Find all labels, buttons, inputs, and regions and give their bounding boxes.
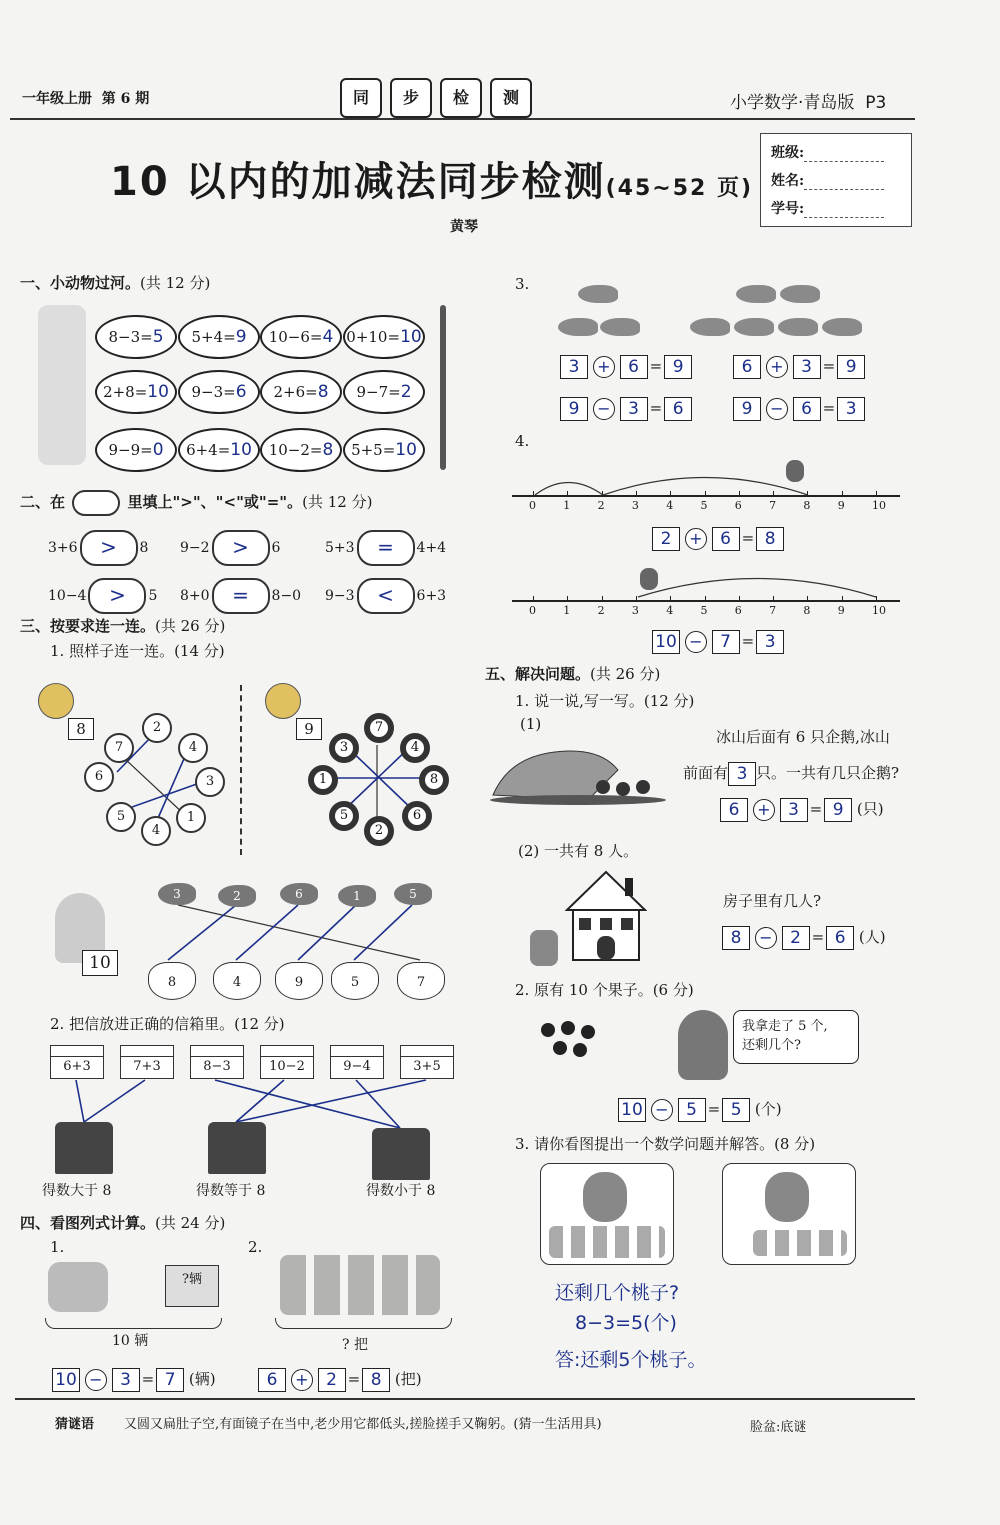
tick-label: 1 — [563, 499, 571, 512]
fishbowl-icon: 4 — [213, 962, 261, 1000]
flower-icon: 2 — [142, 713, 172, 743]
answer-box: 3 — [728, 762, 756, 786]
tick-label: 8 — [803, 499, 811, 512]
banner-char: 检 — [440, 78, 482, 118]
class-label: 班级: — [771, 145, 805, 161]
section-title-text: 三、按要求连一连。 — [20, 617, 156, 635]
text: 前面有 — [683, 764, 729, 782]
cloud-answer: > — [88, 578, 146, 614]
section-points: (共 26 分) — [155, 617, 226, 635]
expression: 8−3= — [108, 328, 153, 346]
section-points: (共 24 分) — [155, 1214, 226, 1232]
cars-illustration — [48, 1262, 108, 1312]
answer-box: 6 — [620, 355, 648, 379]
section-points: (共 26 分) — [590, 665, 661, 683]
operator-circle: − — [651, 1099, 673, 1121]
fruits-illustration — [540, 1020, 610, 1060]
handwritten-answer: 9 — [235, 327, 247, 347]
hedgehog-illustration — [678, 1010, 728, 1080]
riddle-label: 猜谜语 — [55, 1417, 95, 1432]
brace — [275, 1318, 452, 1329]
mailbox-icon — [208, 1122, 266, 1174]
tick-mark — [636, 596, 637, 602]
expression: 9−9= — [108, 441, 153, 459]
tick-mark — [773, 491, 774, 497]
answer-box: 3 — [112, 1368, 140, 1392]
banner-char: 测 — [490, 78, 532, 118]
fishbowl-icon: 8 — [148, 962, 196, 1000]
answer-box: 10 — [618, 1098, 646, 1122]
q4-2-label: 2. — [248, 1238, 263, 1256]
banner-char: 同 — [340, 78, 382, 118]
cloud-answer: > — [212, 530, 270, 566]
mailbox-label: 得数大于 8 — [42, 1183, 112, 1199]
section-title-text: 四、看图列式计算。 — [20, 1214, 156, 1232]
tick-mark — [876, 596, 877, 602]
section-points: (共 12 分) — [140, 274, 211, 292]
jump-arc — [535, 483, 603, 496]
line — [168, 905, 236, 960]
equation-5-1-1: 6 + 3 = 9 (只) — [720, 798, 884, 822]
answer-box: 6 — [826, 926, 854, 950]
answer-box: 3 — [837, 397, 865, 421]
tick-label: 7 — [769, 499, 777, 512]
tick-mark — [739, 596, 740, 602]
handwritten-equation: 8−3=5(个) — [575, 1312, 677, 1334]
dolphin-icon — [778, 318, 818, 336]
cloud-answer: > — [80, 530, 138, 566]
tick-label: 2 — [597, 499, 605, 512]
tick-label: 5 — [700, 499, 708, 512]
answer-box: 3 — [756, 630, 784, 654]
answer-box: 7 — [712, 630, 740, 654]
expression: 5+5= — [351, 441, 396, 459]
tick-label: 0 — [529, 604, 536, 617]
answer-box: 10 — [52, 1368, 80, 1392]
answer-box: 2 — [652, 527, 680, 551]
tick-label: 9 — [837, 604, 845, 617]
peaches-illustration — [549, 1226, 665, 1258]
equation-numberline-2: 10 − 7 = 3 — [652, 630, 784, 654]
footer-divider — [15, 1398, 915, 1400]
envelope-icon: 7+3 — [120, 1045, 174, 1079]
tick-label: 1 — [563, 604, 571, 617]
tick-mark — [705, 596, 706, 602]
left-expression: 9−2 — [180, 540, 210, 556]
cloud-answer: = — [212, 578, 270, 614]
envelope-icon: 9−4 — [330, 1045, 384, 1079]
garage-box: ?辆 — [165, 1265, 219, 1307]
flower-number: 7 — [370, 719, 388, 737]
flower-icon — [364, 713, 394, 743]
operator-circle: − — [766, 398, 788, 420]
q3-label: 3. — [515, 275, 530, 293]
handwritten-answer: 6 — [235, 382, 247, 402]
dolphin-icon — [558, 318, 598, 336]
flower-icon: 1 — [176, 803, 206, 833]
section-title-text: 里填上">"、"<"或"="。 — [127, 493, 303, 511]
unit: (辆) — [188, 1370, 216, 1388]
answer-box: 6 — [712, 527, 740, 551]
answer-box: 9 — [733, 397, 761, 421]
flower-number: 6 — [408, 807, 426, 825]
peaches-illustration — [753, 1230, 847, 1256]
mailbox-icon — [55, 1122, 113, 1174]
people-illustration — [530, 930, 558, 966]
subject-label: 小学数学·青岛版 — [730, 93, 855, 113]
grade-label: 一年级上册 — [22, 91, 92, 107]
tick-label: 7 — [769, 604, 777, 617]
cat-icon — [786, 460, 804, 482]
answer-box: 2 — [318, 1368, 346, 1392]
tick-mark — [602, 596, 603, 602]
flower-icon: 4 — [141, 816, 171, 846]
line — [236, 1080, 426, 1122]
line — [236, 1080, 284, 1122]
text: 只。一共有几只企鹅? — [756, 764, 900, 782]
flower-icon: 5 — [106, 802, 136, 832]
p2-question: 房子里有几人? — [723, 892, 822, 910]
line — [84, 1080, 145, 1122]
riddle-text: 又圆又扁肚子空,有面镜子在当中,老少用它都低头,搓脸搓手又鞠躬。(猜一生活用具) — [124, 1417, 602, 1432]
tick-label: 3 — [631, 604, 639, 617]
answer-box: 8 — [722, 926, 750, 950]
umbrellas-illustration — [280, 1255, 440, 1315]
flower-icon — [364, 816, 394, 846]
answer-box: 2 — [782, 926, 810, 950]
tick-mark — [739, 491, 740, 497]
cloud-answer: < — [357, 578, 415, 614]
line — [298, 905, 356, 960]
answer-box: 3 — [620, 397, 648, 421]
unit: (把) — [394, 1370, 422, 1388]
handwritten-answer: 0 — [152, 440, 164, 460]
dolphin-icon — [822, 318, 862, 336]
right-expression: 8−0 — [271, 588, 302, 604]
answer-box: 9 — [664, 355, 692, 379]
line — [236, 905, 298, 960]
cloud-answer: = — [357, 530, 415, 566]
tick-label: 4 — [666, 604, 674, 617]
answer-box: 6 — [733, 355, 761, 379]
tick-label: 9 — [837, 499, 845, 512]
fish-icon: 5 — [394, 883, 432, 905]
bee-sign: 8 — [68, 718, 94, 740]
operator-circle: + — [593, 356, 615, 378]
answer-box: 9 — [824, 798, 852, 822]
fishbowl-icon: 9 — [275, 962, 323, 1000]
dolphin-icon — [734, 318, 774, 336]
picture-frame-after — [722, 1163, 856, 1265]
handwritten-answer: 10 — [230, 440, 252, 460]
line — [76, 1080, 84, 1122]
name-label: 姓名: — [771, 173, 805, 189]
tick-mark — [807, 596, 808, 602]
handwritten-answer: 5 — [152, 327, 164, 347]
q4-1-label: 1. — [50, 1238, 65, 1256]
equation-4-2: 6 + 2 = 8 (把) — [258, 1368, 422, 1392]
bee-sign: 9 — [296, 718, 322, 740]
equation-dolphins-b1: 6 + 3 = 9 — [733, 355, 865, 379]
answer-box: 6 — [720, 798, 748, 822]
equation-4-1: 10 − 3 = 7 (辆) — [52, 1368, 216, 1392]
handwritten-answer: 10 — [147, 382, 169, 402]
operator-circle: + — [685, 528, 707, 550]
unit: (只) — [856, 800, 884, 818]
handwritten-answer: 答:还剩5个桃子。 — [555, 1349, 707, 1371]
tick-label: 3 — [631, 499, 639, 512]
answer-box: 3 — [560, 355, 588, 379]
jump-arc — [638, 579, 876, 598]
speech-bubble — [733, 1010, 859, 1064]
flower-icon: 6 — [84, 762, 114, 792]
brace — [45, 1318, 222, 1329]
equation-5-1-2: 8 − 2 = 6 (人) — [722, 926, 886, 950]
brace-label: ? 把 — [342, 1337, 368, 1353]
tick-mark — [842, 491, 843, 497]
iceberg-illustration — [488, 745, 668, 805]
left-expression: 9−3 — [325, 588, 355, 604]
section-title-text: 一、小动物过河。 — [20, 274, 141, 292]
q5-1-label: 1. 说一说,写一写。(12 分) — [515, 692, 695, 710]
dolphin-icon — [578, 285, 618, 303]
house-illustration — [565, 870, 647, 962]
envelope-icon: 8−3 — [190, 1045, 244, 1079]
tick-mark — [773, 596, 774, 602]
handwritten-answer: 8 — [317, 382, 329, 402]
flower-icon: 3 — [195, 767, 225, 797]
girl-sign: 10 — [82, 950, 118, 976]
answer-box: 3 — [793, 355, 821, 379]
operator-circle: − — [85, 1369, 107, 1391]
flower-number: 2 — [370, 822, 388, 840]
fish-icon: 1 — [338, 885, 376, 907]
operator-circle: + — [766, 356, 788, 378]
q3-2-label: 2. 把信放进正确的信箱里。(12 分) — [50, 1015, 285, 1033]
left-expression: 8+0 — [180, 588, 210, 604]
fish-icon: 2 — [218, 885, 256, 907]
operator-circle: − — [755, 927, 777, 949]
title-text: 10 以内的加减法同步检测 — [110, 159, 606, 205]
answer-box: 8 — [362, 1368, 390, 1392]
flower-number: 8 — [425, 771, 443, 789]
envelope-icon: 10−2 — [260, 1045, 314, 1079]
tick-mark — [807, 491, 808, 497]
equation-5-2: 10 − 5 = 5 (个) — [618, 1098, 782, 1122]
tick-mark — [636, 491, 637, 497]
tick-mark — [602, 491, 603, 497]
jump-arc — [603, 478, 808, 496]
tick-mark — [533, 596, 534, 602]
dolphin-icon — [736, 285, 776, 303]
handwritten-answer: 10 — [395, 440, 417, 460]
envelope-icon: 6+3 — [50, 1045, 104, 1079]
flower-icon: 4 — [178, 733, 208, 763]
left-expression: 3+6 — [48, 540, 78, 556]
flower-number: 3 — [335, 739, 353, 757]
answer-box: 7 — [156, 1368, 184, 1392]
answer-box: 9 — [837, 355, 865, 379]
q4-label: 4. — [515, 432, 530, 450]
answer-box: 6 — [664, 397, 692, 421]
flower-icon — [329, 733, 359, 763]
bubble-line: 我拿走了 5 个, — [742, 1019, 828, 1034]
tick-mark — [670, 491, 671, 497]
fish-icon: 3 — [158, 883, 196, 905]
dolphin-icon — [780, 285, 820, 303]
section-title-text: 五、解决问题。 — [485, 665, 591, 683]
section-5-title — [485, 663, 660, 684]
id-label: 学号: — [771, 201, 805, 217]
tick-mark — [567, 491, 568, 497]
q3-1-label: 1. 照样子连一连。(14 分) — [50, 642, 225, 660]
answer-box: 3 — [780, 798, 808, 822]
answer-box: 5 — [678, 1098, 706, 1122]
expression: 9−7= — [356, 383, 401, 401]
flower-icon — [402, 801, 432, 831]
fish-icon: 6 — [280, 883, 318, 905]
flower-icon — [329, 801, 359, 831]
p1-text-2 — [683, 756, 899, 790]
flower-icon: 7 — [104, 733, 134, 763]
fishbowl-icon: 7 — [397, 962, 445, 1000]
handwritten-answer: 4 — [322, 327, 334, 347]
flower-number: 5 — [335, 807, 353, 825]
section-4-title — [20, 1212, 225, 1233]
right-expression: 4+4 — [416, 540, 447, 556]
tick-label: 4 — [666, 499, 674, 512]
handwritten-answer: 2 — [400, 382, 412, 402]
right-expression: 5 — [148, 588, 158, 604]
expression: 2+6= — [273, 383, 318, 401]
right-expression: 6+3 — [416, 588, 447, 604]
equation-dolphins-a1: 3 + 6 = 9 — [560, 355, 692, 379]
left-expression: 10−4 — [48, 588, 87, 604]
cat-icon — [640, 568, 658, 590]
equation-dolphins-a2: 9 − 3 = 6 — [560, 397, 692, 421]
q5-2-label: 2. 原有 10 个果子。(6 分) — [515, 981, 694, 999]
answer-box: 8 — [756, 527, 784, 551]
tick-label: 2 — [597, 604, 605, 617]
p1-text-1: 冰山后面有 6 只企鹅,冰山 — [716, 728, 890, 746]
tick-mark — [533, 491, 534, 497]
monkey-illustration — [765, 1172, 809, 1222]
footer-riddle — [55, 1413, 602, 1432]
operator-circle: + — [291, 1369, 313, 1391]
tick-label: 10 — [872, 604, 886, 617]
issue-label: 第 6 期 — [101, 91, 150, 107]
tick-label: 8 — [803, 604, 811, 617]
tick-label: 6 — [734, 499, 742, 512]
mailbox-label: 得数小于 8 — [366, 1183, 436, 1199]
left-expression: 5+3 — [325, 540, 355, 556]
bubble-line: 还剩几个? — [742, 1038, 801, 1053]
operator-circle: − — [685, 631, 707, 653]
p1-label: (1) — [520, 715, 542, 733]
tick-label: 0 — [529, 499, 536, 512]
title-pages: (45~52 页) — [605, 176, 754, 201]
picture-frame-before — [540, 1163, 674, 1265]
equation-dolphins-b2: 9 − 6 = 3 — [733, 397, 865, 421]
tick-label: 6 — [734, 604, 742, 617]
tick-mark — [842, 596, 843, 602]
answer-box: 9 — [560, 397, 588, 421]
expression: 2+8= — [103, 383, 148, 401]
banner-char: 步 — [390, 78, 432, 118]
tick-mark — [670, 596, 671, 602]
tick-mark — [567, 596, 568, 602]
tick-mark — [705, 491, 706, 497]
mailbox-label: 得数等于 8 — [196, 1183, 266, 1199]
tick-label: 10 — [872, 499, 886, 512]
unit: (个) — [754, 1100, 782, 1118]
operator-circle: + — [753, 799, 775, 821]
operator-circle: − — [593, 398, 615, 420]
flower-number: 4 — [406, 739, 424, 757]
handwritten-answer: 8 — [322, 440, 334, 460]
tick-label: 5 — [700, 604, 708, 617]
monkey-illustration — [583, 1172, 627, 1222]
expression: 9−3= — [191, 383, 236, 401]
envelope-icon: 3+5 — [400, 1045, 454, 1079]
answer-box: 6 — [793, 397, 821, 421]
riddle-answer: 脸盆:底谜 — [750, 1420, 807, 1435]
expression: 0+10= — [346, 328, 401, 346]
equation-numberline-1: 2 + 6 = 8 — [652, 527, 784, 551]
p2-label: (2) 一共有 8 人。 — [518, 842, 639, 860]
expression: 5+4= — [191, 328, 236, 346]
q5-3-label: 3. 请你看图提出一个数学问题并解答。(8 分) — [515, 1135, 816, 1153]
page-number: P3 — [865, 93, 887, 113]
section-points: (共 12 分) — [302, 493, 373, 511]
dolphin-icon — [600, 318, 640, 336]
brace-label: 10 辆 — [112, 1333, 149, 1349]
handwritten-answer: 10 — [400, 327, 422, 347]
unit: (人) — [858, 928, 886, 946]
expression: 6+4= — [186, 441, 231, 459]
fishbowl-icon: 5 — [331, 962, 379, 1000]
tick-mark — [876, 491, 877, 497]
flower-icon — [308, 765, 338, 795]
flower-number: 1 — [314, 771, 332, 789]
section-title-text: 二、在 — [20, 493, 66, 511]
handwritten-question: 还剩几个桃子? — [555, 1282, 680, 1304]
right-expression: 6 — [271, 540, 281, 556]
right-expression: 8 — [139, 540, 149, 556]
flower-icon — [419, 765, 449, 795]
expression: 10−6= — [268, 328, 323, 346]
answer-box: 6 — [258, 1368, 286, 1392]
flower-icon — [400, 733, 430, 763]
author: 黄琴 — [450, 219, 478, 235]
mailbox-icon — [372, 1128, 430, 1180]
answer-box: 10 — [652, 630, 680, 654]
expression: 10−2= — [268, 441, 323, 459]
answer-box: 5 — [722, 1098, 750, 1122]
dolphin-icon — [690, 318, 730, 336]
